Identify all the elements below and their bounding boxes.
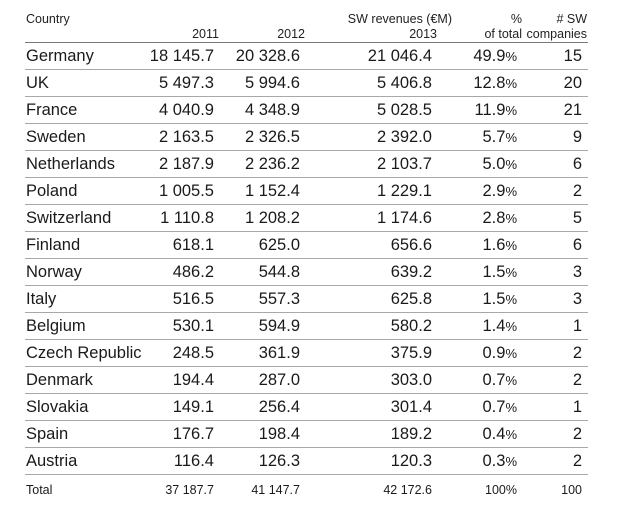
table-row — [25, 259, 588, 286]
percent-of-total — [483, 448, 518, 475]
table-row — [25, 70, 588, 97]
percent-value: 0.9 — [482, 344, 506, 362]
country: France — [26, 101, 78, 119]
total-2013: 42 172.6 — [383, 483, 432, 497]
country: Czech Republic — [26, 344, 142, 362]
percent-sign: % — [505, 130, 517, 145]
percent-value: 49.9 — [473, 47, 506, 65]
percent-value: 12.8 — [473, 74, 506, 92]
percent-value: 2.9 — [482, 182, 506, 200]
value-2012: 2 326.5 — [244, 128, 300, 146]
header-country: Country — [26, 12, 70, 26]
total-row — [25, 478, 588, 502]
value-2013: 375.9 — [390, 344, 432, 362]
table-row — [25, 151, 588, 178]
sw-company-count: 15 — [563, 47, 582, 65]
value-2013: 625.8 — [390, 290, 432, 308]
value-2013: 120.3 — [390, 452, 432, 470]
sw-company-count: 2 — [572, 425, 582, 443]
percent-value: 2.8 — [482, 209, 506, 227]
value-2012: 2 236.2 — [244, 155, 300, 173]
value-2011: 194.4 — [172, 371, 214, 389]
value-2013: 1 229.1 — [376, 182, 432, 200]
country: Italy — [26, 290, 57, 308]
percent-value: 5.7 — [482, 128, 506, 146]
value-2012: 1 152.4 — [244, 182, 300, 200]
sw-company-count: 2 — [572, 344, 582, 362]
percent-of-total — [483, 367, 518, 394]
value-2011: 2 187.9 — [158, 155, 214, 173]
value-2012: 198.4 — [258, 425, 300, 443]
sw-company-count: 1 — [572, 398, 582, 416]
percent-value: 5.0 — [482, 155, 506, 173]
percent-sign: % — [505, 427, 517, 442]
percent-of-total — [483, 340, 518, 367]
percent-sign: % — [505, 373, 517, 388]
percent-of-total — [483, 394, 518, 421]
value-2013: 5 406.8 — [376, 74, 432, 92]
value-2011: 176.7 — [172, 425, 214, 443]
value-2011: 4 040.9 — [158, 101, 214, 119]
percent-of-total — [483, 421, 518, 448]
table-row — [25, 448, 588, 475]
country: Finland — [26, 236, 81, 254]
sw-company-count: 2 — [572, 452, 582, 470]
header-sw-revenues: SW revenues (€M) — [347, 12, 452, 26]
value-2012: 5 994.6 — [244, 74, 300, 92]
sw-company-count: 5 — [572, 209, 582, 227]
value-2013: 639.2 — [390, 263, 432, 281]
value-2012: 361.9 — [258, 344, 300, 362]
value-2012: 256.4 — [258, 398, 300, 416]
table-row — [25, 394, 588, 421]
header-companies: companies — [526, 27, 587, 41]
value-2013: 656.6 — [390, 236, 432, 254]
value-2011: 149.1 — [172, 398, 214, 416]
value-2012: 594.9 — [258, 317, 300, 335]
value-2012: 287.0 — [258, 371, 300, 389]
percent-sign: % — [505, 211, 517, 226]
country: Slovakia — [26, 398, 89, 416]
percent-of-total — [473, 43, 517, 70]
value-2013: 301.4 — [390, 398, 432, 416]
percent-value: 1.6 — [482, 236, 506, 254]
header-2012: 2012 — [277, 27, 305, 41]
country: UK — [26, 74, 49, 92]
percent-value: 1.5 — [482, 263, 506, 281]
percent-of-total — [483, 313, 518, 340]
table-row — [25, 313, 588, 340]
table-row — [25, 43, 588, 70]
header-sw-count: # SW — [556, 12, 587, 26]
value-2011: 1 110.8 — [160, 209, 214, 227]
country: Poland — [26, 182, 78, 200]
header-2013: 2013 — [409, 27, 437, 41]
value-2012: 544.8 — [258, 263, 300, 281]
value-2011: 516.5 — [172, 290, 214, 308]
percent-value: 1.5 — [482, 290, 506, 308]
country: Austria — [26, 452, 78, 470]
country: Belgium — [26, 317, 86, 335]
percent-value: 0.3 — [482, 452, 506, 470]
sw-company-count: 9 — [572, 128, 582, 146]
country: Sweden — [26, 128, 86, 146]
sw-company-count: 20 — [563, 74, 582, 92]
sw-company-count: 21 — [563, 101, 582, 119]
percent-sign: % — [505, 292, 517, 307]
table-row — [25, 286, 588, 313]
country: Netherlands — [26, 155, 115, 173]
percent-sign: % — [505, 238, 517, 253]
value-2011: 5 497.3 — [158, 74, 214, 92]
value-2011: 116.4 — [173, 452, 214, 470]
table-row — [25, 421, 588, 448]
percent-sign: % — [505, 184, 517, 199]
total-percent: 100% — [485, 483, 517, 497]
country: Spain — [26, 425, 69, 443]
value-2012: 20 328.6 — [235, 47, 300, 65]
country: Norway — [26, 263, 82, 281]
sw-company-count: 3 — [572, 263, 582, 281]
value-2013: 21 046.4 — [367, 47, 432, 65]
percent-value: 0.7 — [482, 398, 506, 416]
percent-of-total — [473, 70, 517, 97]
value-2013: 2 103.7 — [376, 155, 432, 173]
sw-company-count: 2 — [572, 182, 582, 200]
sw-company-count: 6 — [572, 155, 582, 173]
header-2011: 2011 — [192, 27, 219, 41]
percent-sign: % — [505, 400, 517, 415]
header-percent: % — [510, 12, 522, 26]
table-row — [25, 178, 588, 205]
percent-value: 0.4 — [482, 425, 506, 443]
percent-sign: % — [505, 103, 517, 118]
percent-of-total — [483, 151, 518, 178]
value-2012: 1 208.2 — [244, 209, 300, 227]
total-2011: 37 187.7 — [165, 483, 214, 497]
value-2013: 2 392.0 — [376, 128, 432, 146]
percent-of-total — [475, 97, 517, 124]
percent-sign: % — [505, 49, 517, 64]
value-2013: 580.2 — [390, 317, 432, 335]
percent-of-total — [483, 205, 518, 232]
table-row — [25, 232, 588, 259]
percent-sign: % — [505, 157, 517, 172]
percent-of-total — [483, 232, 518, 259]
percent-sign: % — [505, 346, 517, 361]
sw-company-count: 3 — [572, 290, 582, 308]
value-2012: 126.3 — [258, 452, 300, 470]
percent-value: 1.4 — [482, 317, 506, 335]
value-2011: 618.1 — [172, 236, 214, 254]
value-2011: 2 163.5 — [158, 128, 214, 146]
table-row — [25, 97, 588, 124]
header-of-total: of total — [484, 27, 522, 41]
total-count: 100 — [561, 483, 582, 497]
value-2012: 4 348.9 — [244, 101, 300, 119]
value-2013: 189.2 — [390, 425, 432, 443]
table-body — [0, 43, 631, 475]
percent-sign: % — [505, 265, 517, 280]
percent-value: 0.7 — [482, 371, 506, 389]
table-row — [25, 340, 588, 367]
table-row — [25, 205, 588, 232]
percent-sign: % — [505, 319, 517, 334]
value-2011: 530.1 — [172, 317, 214, 335]
total-2012: 41 147.7 — [251, 483, 300, 497]
value-2011: 486.2 — [172, 263, 214, 281]
value-2011: 18 145.7 — [149, 47, 214, 65]
country: Germany — [26, 47, 94, 65]
country: Denmark — [26, 371, 93, 389]
sw-company-count: 2 — [572, 371, 582, 389]
percent-sign: % — [505, 76, 517, 91]
value-2013: 303.0 — [390, 371, 432, 389]
sw-company-count: 6 — [572, 236, 582, 254]
percent-value: 11.9 — [474, 101, 506, 119]
value-2012: 625.0 — [258, 236, 300, 254]
value-2012: 557.3 — [258, 290, 300, 308]
value-2013: 5 028.5 — [376, 101, 432, 119]
total-label: Total — [26, 483, 53, 497]
percent-of-total — [483, 178, 518, 205]
percent-of-total — [483, 259, 518, 286]
percent-of-total — [483, 124, 518, 151]
value-2013: 1 174.6 — [376, 209, 432, 227]
table-row — [25, 367, 588, 394]
percent-sign: % — [505, 454, 517, 469]
value-2011: 248.5 — [172, 344, 214, 362]
table-row — [25, 124, 588, 151]
value-2011: 1 005.5 — [158, 182, 214, 200]
country: Switzerland — [26, 209, 112, 227]
sw-company-count: 1 — [572, 317, 582, 335]
percent-of-total — [483, 286, 518, 313]
